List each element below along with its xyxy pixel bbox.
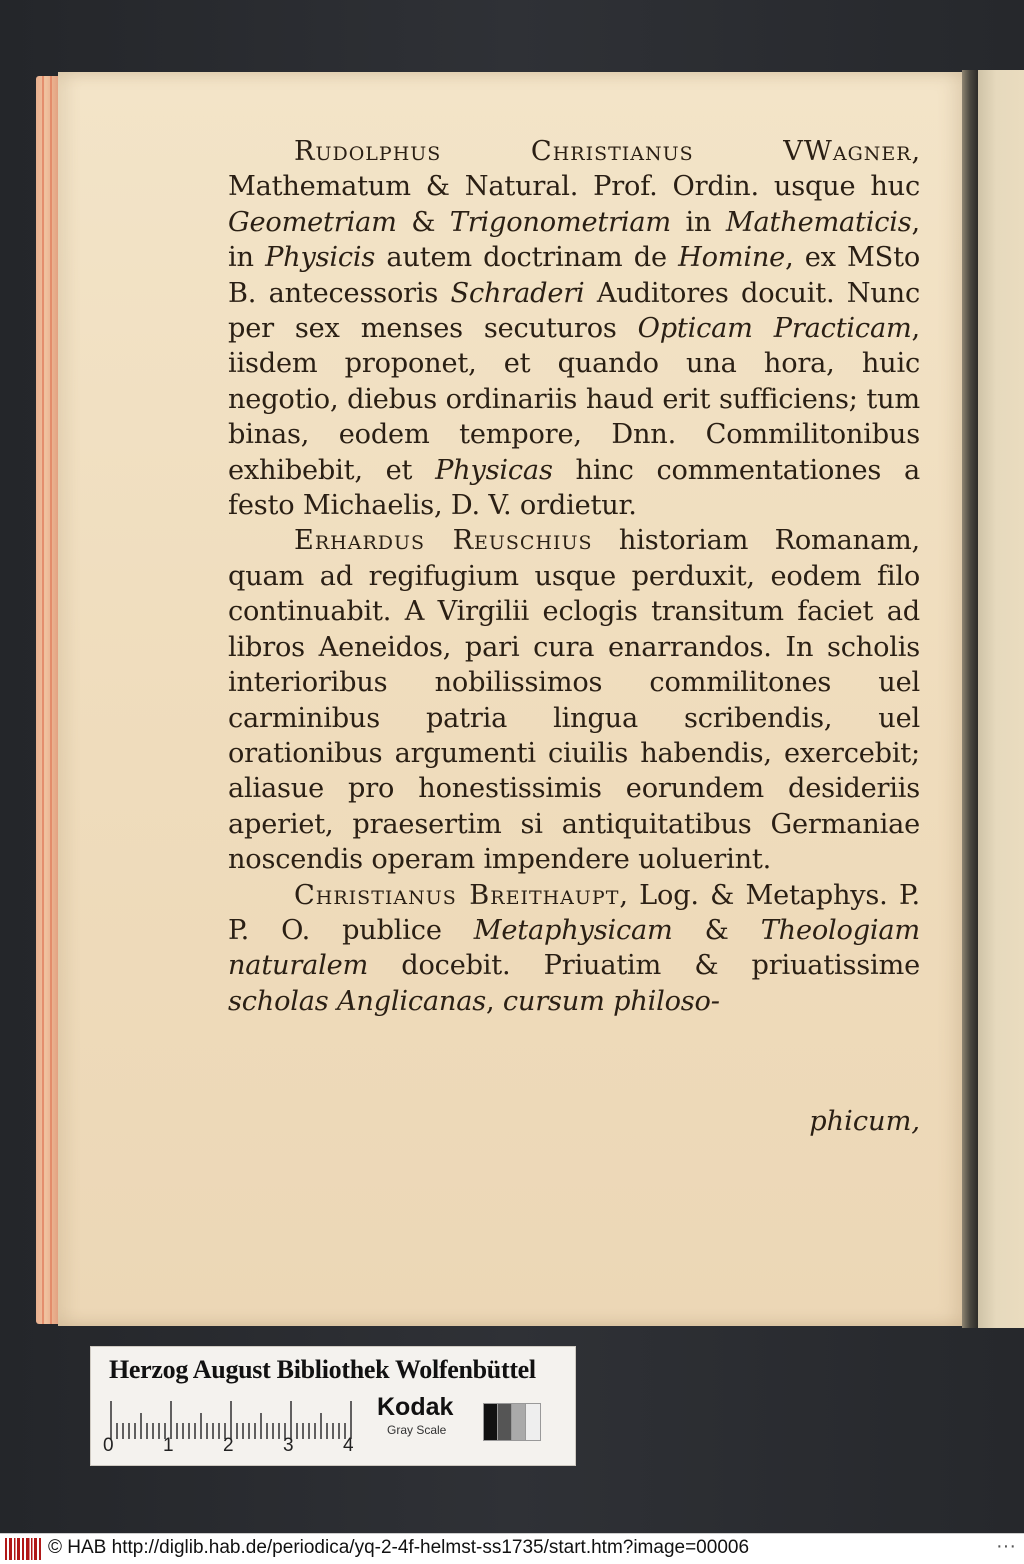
text-run: , ex MSto B. antecessoris bbox=[228, 242, 920, 309]
paragraph bbox=[228, 878, 920, 1020]
facing-page-edge bbox=[978, 70, 1024, 1328]
book-gutter bbox=[962, 70, 978, 1328]
ruler-number: 2 bbox=[223, 1435, 234, 1456]
text-run: in bbox=[670, 206, 726, 238]
text-run: autem doctrinam de bbox=[375, 242, 679, 274]
brand-sublabel: Gray Scale bbox=[387, 1423, 447, 1437]
italic-term: Theologiam naturalem bbox=[228, 914, 920, 982]
text-run: historiam Romanam, quam ad regifugium usque perduxit, eodem filo continuabit. A Virgilii eclogis transitum faciet ad libros Aeneidos, pari cura enarrandos. In scholis interioribus nobilissimos commilitones uel carminibus patria lingua scribendis, uel orationibus argumenti ciuilis habendis, exercebit; aliasue pro honestissimis eorundem desideriis aperiet, praesertim si antiquitatibus Germaniae noscendis operam impendere uoluerint. bbox=[228, 525, 920, 876]
ruler-number: 0 bbox=[103, 1435, 114, 1456]
italic-term: scholas Anglicanas bbox=[228, 985, 487, 1017]
paragraph bbox=[228, 523, 920, 877]
italic-term: Physicis bbox=[265, 242, 376, 274]
page-edge-line bbox=[50, 76, 52, 1324]
ruler-number: 4 bbox=[343, 1435, 354, 1456]
catchword: phicum, bbox=[809, 1106, 920, 1137]
professor-name: Rudolphus Christianus VWagner bbox=[294, 136, 912, 167]
ruler-number: 3 bbox=[283, 1435, 294, 1456]
institution-label: Herzog August Bibliothek Wolfenbüttel bbox=[109, 1355, 536, 1384]
professor-name: Christianus Breithaupt bbox=[294, 879, 620, 911]
text-run: , in bbox=[228, 206, 920, 274]
text-run: Auditores docuit. Nunc per sex menses secuturos bbox=[228, 277, 921, 345]
italic-term: Schraderi bbox=[450, 277, 585, 309]
barcode-icon bbox=[4, 1538, 44, 1560]
footer-bar bbox=[0, 1533, 1024, 1564]
text-run: , Mathematum & Natural. Prof. Ordin. usque huc bbox=[228, 136, 920, 203]
text-run: & bbox=[672, 914, 761, 946]
text-run: , Log. & Metaphys. P. P. O. publice bbox=[228, 879, 920, 946]
italic-term: Trigonometriam bbox=[449, 206, 671, 238]
italic-term: Physicas bbox=[435, 454, 553, 486]
italic-term: Geometriam bbox=[228, 206, 397, 238]
scale-ruler bbox=[107, 1399, 357, 1439]
source-url[interactable]: © HAB http://diglib.hab.de/periodica/yq-2-4f-helmst-ss1735/start.htm?image=00006 bbox=[48, 1537, 750, 1558]
brand-label: Kodak bbox=[377, 1393, 454, 1421]
color-bar bbox=[90, 1346, 576, 1466]
more-icon[interactable]: ··· bbox=[996, 1535, 1016, 1557]
paragraph bbox=[228, 134, 920, 523]
italic-term: Metaphysicam bbox=[473, 914, 673, 946]
gray-swatch bbox=[525, 1403, 541, 1441]
italic-term: cursum philoso- bbox=[502, 985, 720, 1017]
text-run: , iisdem proponet, et quando una hora, huic negotio, diebus ordinariis haud erit sufficiens; tum binas, eodem tempore, Dnn. Commilitonibus exhibebit, et bbox=[228, 313, 920, 486]
page-text bbox=[228, 134, 920, 1019]
text-run: , bbox=[486, 985, 503, 1017]
text-run: hinc commentationes a festo Michaelis, D. V. ordietur. bbox=[228, 454, 921, 522]
italic-term: Homine bbox=[678, 242, 786, 274]
italic-term: Opticam Practicam bbox=[637, 313, 912, 345]
ruler-number: 1 bbox=[163, 1435, 174, 1456]
italic-term: Mathematicis bbox=[725, 206, 912, 238]
professor-name: Erhardus Reuschius bbox=[294, 525, 593, 557]
text-run: & bbox=[396, 206, 450, 238]
text-run: docebit. Priuatim & priuatissime bbox=[368, 950, 920, 982]
page-edge-line bbox=[42, 76, 44, 1324]
